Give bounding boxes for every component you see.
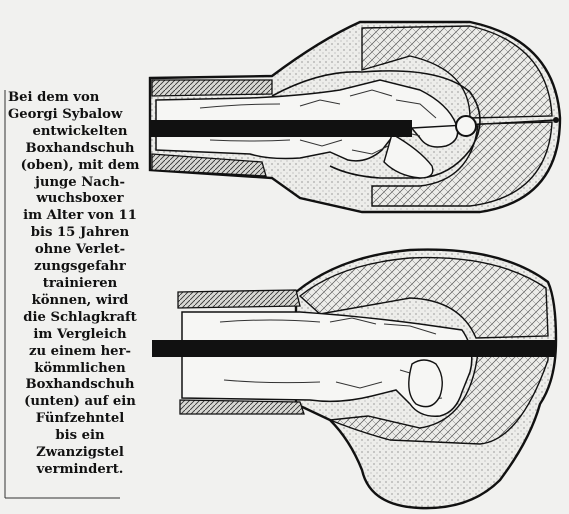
caption-line: ohne Verlet- <box>34 242 126 258</box>
caption-line: entwickelten <box>32 123 128 139</box>
top-glove-center-dot <box>553 117 559 123</box>
caption-line: Bei dem von <box>8 90 100 105</box>
caption-line: Fünfzehntel <box>35 411 125 427</box>
caption-line: (unten) auf ein <box>24 394 136 410</box>
caption-line: im Vergleich <box>33 326 127 342</box>
caption-line: (oben), mit dem <box>20 157 140 173</box>
caption-line: wuchsboxer <box>36 191 124 207</box>
caption-line: kömmlichen <box>34 360 126 376</box>
caption-line: die Schlagkraft <box>23 309 137 325</box>
caption-line: können, wird <box>31 292 129 308</box>
bottom-glove-curled-fingers <box>409 360 442 407</box>
caption-line: Boxhandschuh <box>25 377 135 393</box>
top-glove-upper-cuff <box>152 80 272 96</box>
bottom-glove <box>152 250 556 509</box>
caption-line: bis ein <box>55 428 105 444</box>
top-glove-center-bar <box>150 120 412 137</box>
bottom-glove-center-bar <box>152 340 556 357</box>
caption-line: bis 15 Jahren <box>30 225 130 241</box>
caption-line: zu einem her- <box>29 343 131 359</box>
caption <box>8 90 152 479</box>
caption-line: Zwanzigstel <box>36 445 124 461</box>
caption-line: vermindert. <box>36 461 124 477</box>
caption-line: im Alter von 11 <box>23 208 137 224</box>
caption-line: zungsgefahr <box>34 259 126 275</box>
caption-line: trainieren <box>42 275 118 291</box>
caption-line: Georgi Sybalow <box>8 106 123 122</box>
bottom-glove-lower-cuff <box>180 400 304 414</box>
bottom-glove-upper-cuff <box>178 290 300 308</box>
top-glove <box>150 22 560 212</box>
caption-line: Boxhandschuh <box>25 140 135 156</box>
caption-line: junge Nach- <box>35 174 125 190</box>
top-glove-knuckle-ring <box>456 116 476 136</box>
